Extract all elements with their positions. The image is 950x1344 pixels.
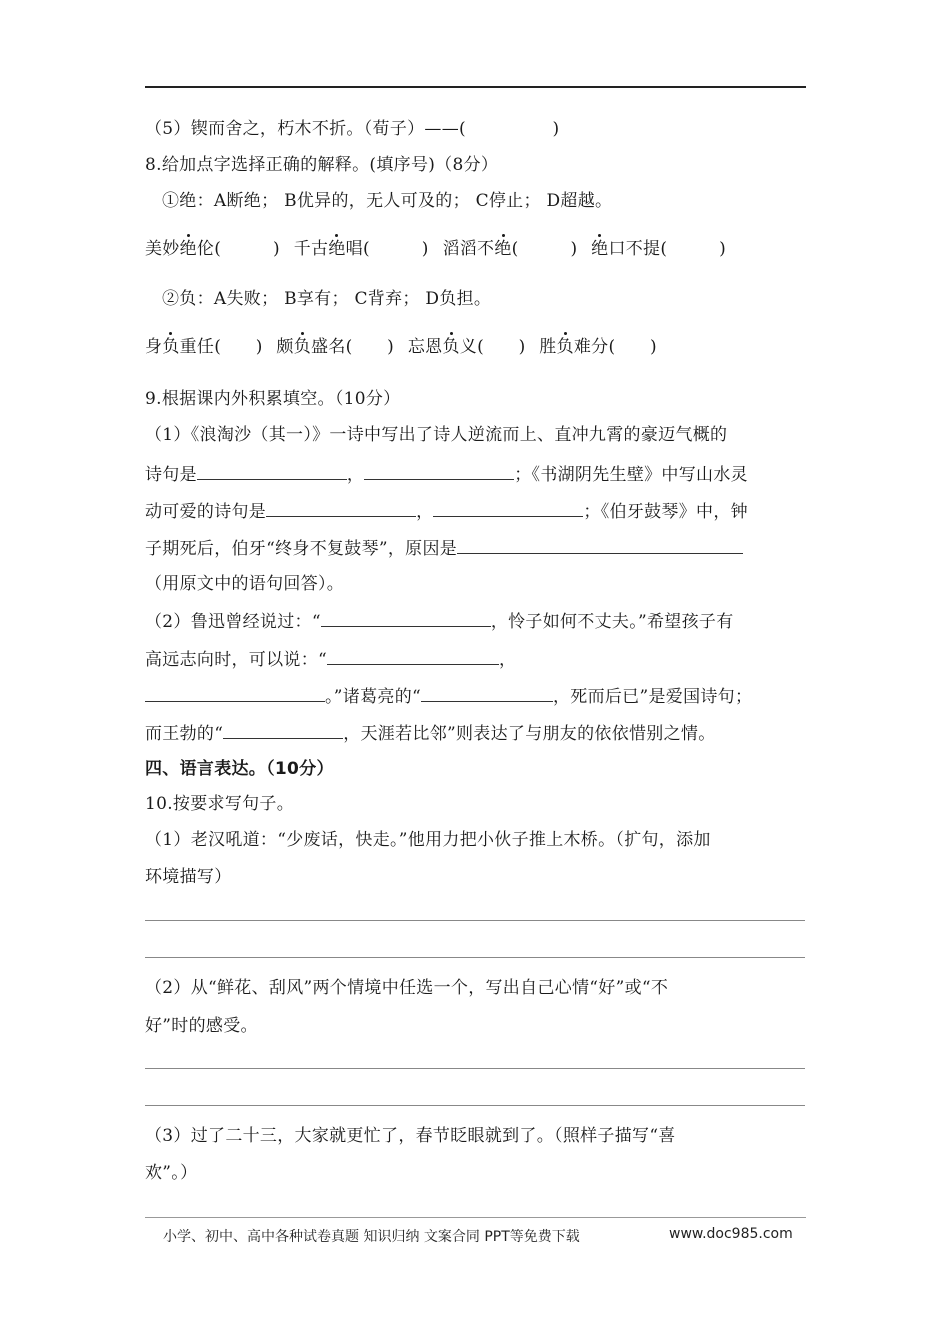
dotted-char: 负 bbox=[293, 337, 312, 357]
dotted-char: 负 bbox=[556, 337, 574, 357]
q8-g2-item: 颇负盛名( ) bbox=[276, 337, 395, 357]
fill-blank[interactable] bbox=[327, 646, 499, 665]
answer-line[interactable] bbox=[145, 920, 805, 921]
answer-line[interactable] bbox=[145, 1068, 805, 1069]
fill-blank[interactable] bbox=[145, 683, 325, 702]
dotted-char: 绝 bbox=[179, 239, 197, 259]
q9-p1-line2: 诗句是 ， ；《书湖阴先生壁》中写山水灵 bbox=[145, 461, 748, 487]
q8-g1-item: 千古绝唱( ) bbox=[293, 239, 429, 259]
q8-group1-items bbox=[145, 237, 726, 261]
dotted-char: 绝 bbox=[328, 239, 346, 259]
q10-p3-line2: 欢”。） bbox=[145, 1163, 198, 1183]
q8-group2-items bbox=[145, 335, 657, 359]
fill-blank[interactable] bbox=[421, 683, 553, 702]
section-4-title: 四、语言表达。（10分） bbox=[145, 759, 334, 779]
q10-p1-line1: （1）老汉吼道：“少废话，快走。”他用力把小伙子推上木桥。（扩句，添加 bbox=[145, 830, 711, 850]
footer-url[interactable]: www.doc985.com bbox=[669, 1226, 793, 1242]
fill-blank[interactable] bbox=[266, 498, 416, 517]
footer-text: 小学、初中、高中各种试卷真题 知识归纳 文案合同 PPT等免费下载 bbox=[163, 1229, 580, 1245]
q9-p1-line3: 动可爱的诗句是 ， ；《伯牙鼓琴》中，钟 bbox=[145, 498, 748, 524]
q8-g1-item: 滔滔不绝( ) bbox=[442, 239, 578, 259]
q10-p2-line2: 好”时的感受。 bbox=[145, 1016, 258, 1036]
answer-line[interactable] bbox=[145, 957, 805, 958]
header-rule bbox=[145, 86, 806, 88]
dotted-char: 负 bbox=[162, 337, 180, 357]
q9-p1-line1: （1）《浪淘沙（其一）》一诗中写出了诗人逆流而上、直冲九霄的豪迈气概的 bbox=[145, 425, 728, 445]
fill-blank[interactable] bbox=[197, 461, 347, 480]
q8-g2-item: 胜负难分( ) bbox=[539, 337, 657, 357]
q10-p1-line2: 环境描写） bbox=[145, 867, 232, 887]
q9-p2-line2: 高远志向时，可以说：“ ， bbox=[145, 646, 516, 672]
q9-title: 9.根据课内外积累填空。（10分） bbox=[145, 389, 401, 409]
q9-p2-line1: （2）鲁迅曾经说过：“ ，怜子如何不丈夫。”希望孩子有 bbox=[145, 608, 734, 634]
q9-p1-line4: 子期死后，伯牙“终身不复鼓琴”，原因是 bbox=[145, 535, 743, 561]
dotted-char: 绝 bbox=[591, 239, 609, 259]
q8-group2-definitions: ②负：A失败； B享有； C背弃； D负担。 bbox=[162, 289, 492, 309]
q8-g1-item: 绝口不提( ) bbox=[591, 239, 727, 259]
fill-blank[interactable] bbox=[364, 461, 514, 480]
fill-blank[interactable] bbox=[457, 535, 743, 554]
dotted-char: 负 bbox=[442, 337, 460, 357]
dotted-char: 绝 bbox=[494, 239, 512, 259]
footer-rule bbox=[145, 1217, 806, 1218]
q10-title: 10.按要求写句子。 bbox=[145, 794, 295, 814]
answer-line[interactable] bbox=[145, 1105, 805, 1106]
q8-title: 8.给加点字选择正确的解释。(填序号)（8分） bbox=[145, 155, 499, 175]
q10-p3-line1: （3）过了二十三，大家就更忙了，春节眨眼就到了。（照样子描写“喜 bbox=[145, 1126, 676, 1146]
q9-p2-line4: 而王勃的“ ，天涯若比邻”则表达了与朋友的依依惜别之情。 bbox=[145, 720, 716, 746]
q8-g1-item: 美妙绝伦( ) bbox=[145, 239, 280, 259]
q8-g2-item: 身负重任( ) bbox=[145, 337, 263, 357]
q7-item-5: （5）锲而舍之，朽木不折。（荀子）——( ) bbox=[145, 119, 560, 139]
q8-group1-definitions: ①绝：A断绝； B优异的，无人可及的； C停止； D超越。 bbox=[162, 191, 613, 211]
fill-blank[interactable] bbox=[433, 498, 583, 517]
q10-p2-line1: （2）从“鲜花、刮风”两个情境中任选一个，写出自己心情“好”或“不 bbox=[145, 978, 669, 998]
fill-blank[interactable] bbox=[321, 608, 491, 627]
q9-p2-line3: 。”诸葛亮的“ ，死而后已”是爱国诗句； bbox=[145, 683, 752, 709]
q8-g2-item: 忘恩负义( ) bbox=[407, 337, 526, 357]
q9-p1-line5: （用原文中的语句回答）。 bbox=[145, 574, 345, 594]
fill-blank[interactable] bbox=[223, 720, 343, 739]
